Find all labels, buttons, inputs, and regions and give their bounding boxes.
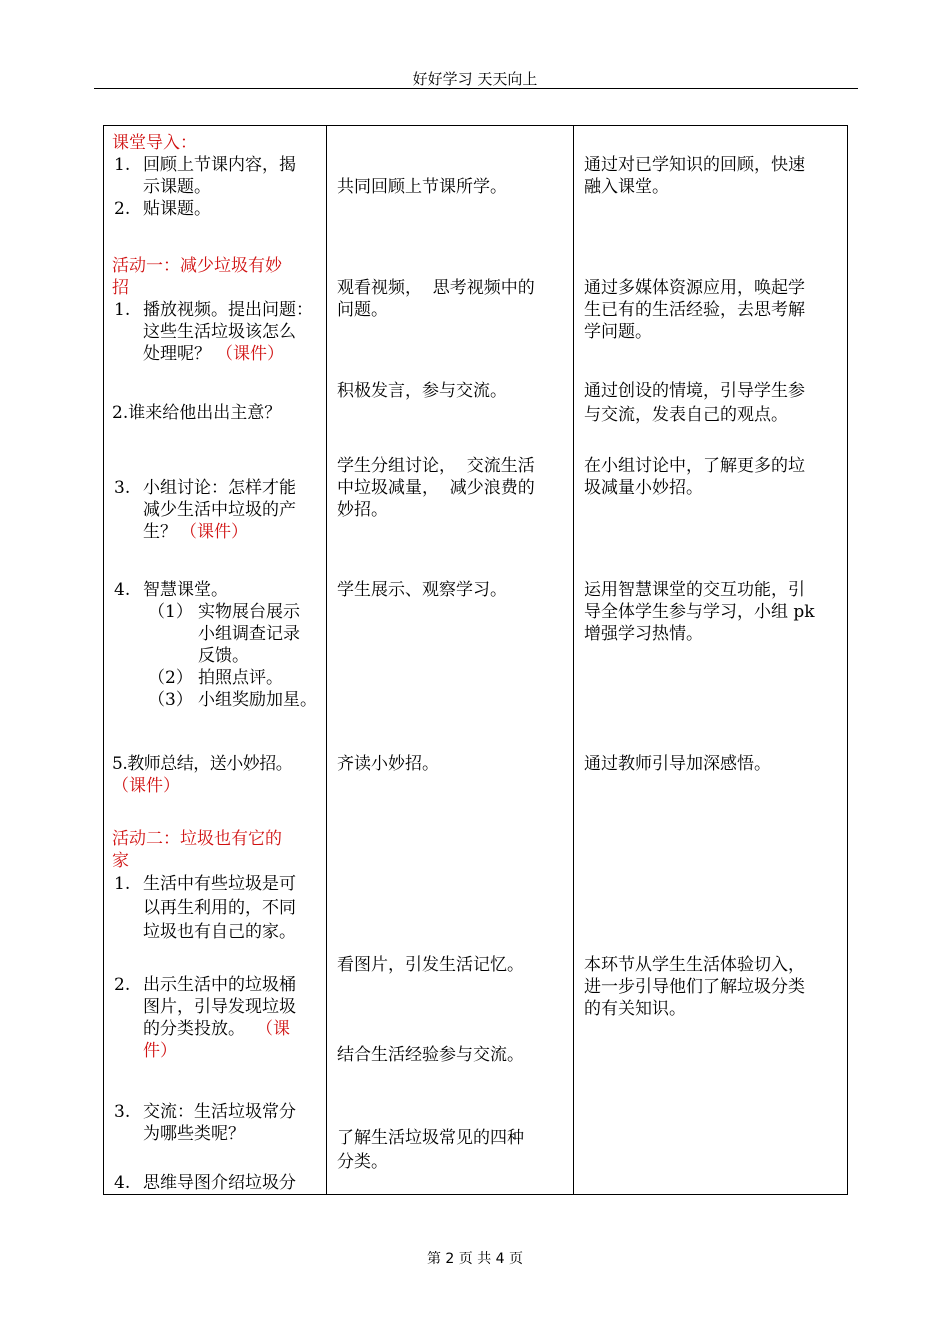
design-intent-text: 通过创设的情境，引导学生参 bbox=[584, 381, 805, 401]
list-number: 2. bbox=[114, 975, 131, 995]
list-item-text: 生活中有些垃圾是可 bbox=[143, 874, 296, 894]
list-number: 1. bbox=[114, 155, 131, 175]
courseware-tag: （课 bbox=[256, 1019, 290, 1039]
list-item-text: 以再生利用的，不同 bbox=[143, 898, 296, 918]
list-item-text: 回顾上节课内容，揭 bbox=[143, 155, 296, 175]
header-rule bbox=[94, 88, 858, 89]
courseware-tag: （课件） bbox=[180, 522, 248, 542]
design-intent-text: 的有关知识。 bbox=[584, 999, 686, 1019]
design-intent-text: 融入课堂。 bbox=[584, 177, 669, 197]
list-number: 3. bbox=[114, 478, 131, 498]
sub-item-text: 反馈。 bbox=[198, 646, 249, 666]
sub-item-number: （1） bbox=[148, 602, 193, 622]
student-activity-text: 问题。 bbox=[337, 300, 388, 320]
list-item-text: 减少生活中垃圾的产 bbox=[143, 500, 296, 520]
page-header: 好好学习 天天向上 bbox=[412, 70, 538, 88]
list-item-text: 思维导图介绍垃圾分 bbox=[143, 1173, 296, 1193]
list-item-text: 图片，引导发现垃圾 bbox=[143, 997, 296, 1017]
list-number: 4. bbox=[114, 1173, 131, 1193]
design-intent-text: 通过对已学知识的回顾，快速 bbox=[584, 155, 805, 175]
sub-item-text: 小组奖励加星。 bbox=[198, 690, 317, 710]
list-item-text: 生？ bbox=[143, 522, 177, 542]
list-number: 2. bbox=[114, 199, 131, 219]
sub-item-number: （3） bbox=[148, 690, 193, 710]
courseware-tag: （课件） bbox=[216, 344, 284, 364]
column-divider bbox=[326, 126, 327, 1194]
list-number: 1. bbox=[114, 874, 131, 894]
student-activity-text: 分类。 bbox=[337, 1152, 388, 1172]
list-item-text: 为哪些类呢？ bbox=[143, 1124, 245, 1144]
section-title-activity-2: 活动二：垃圾也有它的 bbox=[112, 829, 282, 849]
courseware-tag: 件） bbox=[143, 1041, 177, 1061]
list-item-text: 5.教师总结，送小妙招。 bbox=[112, 754, 293, 774]
design-intent-text: 增强学习热情。 bbox=[584, 624, 703, 644]
list-item-text: 垃圾也有自己的家。 bbox=[143, 922, 296, 942]
student-activity-text: 了解生活垃圾常见的四种 bbox=[337, 1128, 524, 1148]
list-item-text: 贴课题。 bbox=[143, 199, 211, 219]
student-activity-text: 结合生活经验参与交流。 bbox=[337, 1045, 524, 1065]
student-activity-text: 积极发言，参与交流。 bbox=[337, 381, 507, 401]
student-activity-text: 齐读小妙招。 bbox=[337, 754, 439, 774]
design-intent-text: 与交流，发表自己的观点。 bbox=[584, 405, 788, 425]
design-intent-text: 圾减量小妙招。 bbox=[584, 478, 703, 498]
list-number: 4. bbox=[114, 580, 131, 600]
list-number: 1. bbox=[114, 300, 131, 320]
student-activity-text: 妙招。 bbox=[337, 500, 388, 520]
list-item-text: 处理呢？ bbox=[143, 344, 211, 364]
page-footer: 第 2 页 共 4 页 bbox=[426, 1251, 524, 1267]
student-activity-text: 共同回顾上节课所学。 bbox=[337, 177, 507, 197]
design-intent-text: 生已有的生活经验，去思考解 bbox=[584, 300, 805, 320]
list-item-text: 小组讨论：怎样才能 bbox=[143, 478, 296, 498]
list-item-text: 智慧课堂。 bbox=[143, 580, 228, 600]
list-item-text: 的分类投放。 bbox=[143, 1019, 245, 1039]
list-item-text: 播放视频。提出问题： bbox=[143, 300, 313, 320]
student-activity-text: 中垃圾减量， 减少浪费的 bbox=[337, 478, 535, 498]
list-item-text: 这些生活垃圾该怎么 bbox=[143, 322, 296, 342]
list-number: 3. bbox=[114, 1102, 131, 1122]
student-activity-text: 学生展示、观察学习。 bbox=[337, 580, 507, 600]
design-intent-text: 通过多媒体资源应用，唤起学 bbox=[584, 278, 805, 298]
student-activity-text: 看图片，引发生活记忆。 bbox=[337, 955, 524, 975]
column-divider bbox=[573, 126, 574, 1194]
list-item-text: 2.谁来给他出出主意？ bbox=[112, 403, 282, 423]
design-intent-text: 导全体学生参与学习，小组 pk bbox=[584, 602, 815, 622]
section-title-activity-1: 招 bbox=[112, 278, 129, 298]
design-intent-text: 在小组讨论中，了解更多的垃 bbox=[584, 456, 805, 476]
design-intent-text: 通过教师引导加深感悟。 bbox=[584, 754, 771, 774]
design-intent-text: 学问题。 bbox=[584, 322, 652, 342]
design-intent-text: 进一步引导他们了解垃圾分类 bbox=[584, 977, 805, 997]
section-title-activity-1: 活动一：减少垃圾有妙 bbox=[112, 256, 282, 276]
sub-item-number: （2） bbox=[148, 668, 193, 688]
list-item-text: 交流：生活垃圾常分 bbox=[143, 1102, 296, 1122]
list-item-text: 示课题。 bbox=[143, 177, 211, 197]
courseware-tag: （课件） bbox=[112, 776, 180, 796]
sub-item-text: 小组调查记录 bbox=[198, 624, 300, 644]
section-title-intro: 课堂导入： bbox=[112, 133, 197, 153]
design-intent-text: 本环节从学生生活体验切入， bbox=[584, 955, 805, 975]
list-item-text: 出示生活中的垃圾桶 bbox=[143, 975, 296, 995]
design-intent-text: 运用智慧课堂的交互功能，引 bbox=[584, 580, 805, 600]
section-title-activity-2: 家 bbox=[112, 851, 129, 871]
sub-item-text: 实物展台展示 bbox=[198, 602, 300, 622]
student-activity-text: 观看视频， 思考视频中的 bbox=[337, 278, 535, 298]
student-activity-text: 学生分组讨论， 交流生活 bbox=[337, 456, 535, 476]
sub-item-text: 拍照点评。 bbox=[198, 668, 283, 688]
